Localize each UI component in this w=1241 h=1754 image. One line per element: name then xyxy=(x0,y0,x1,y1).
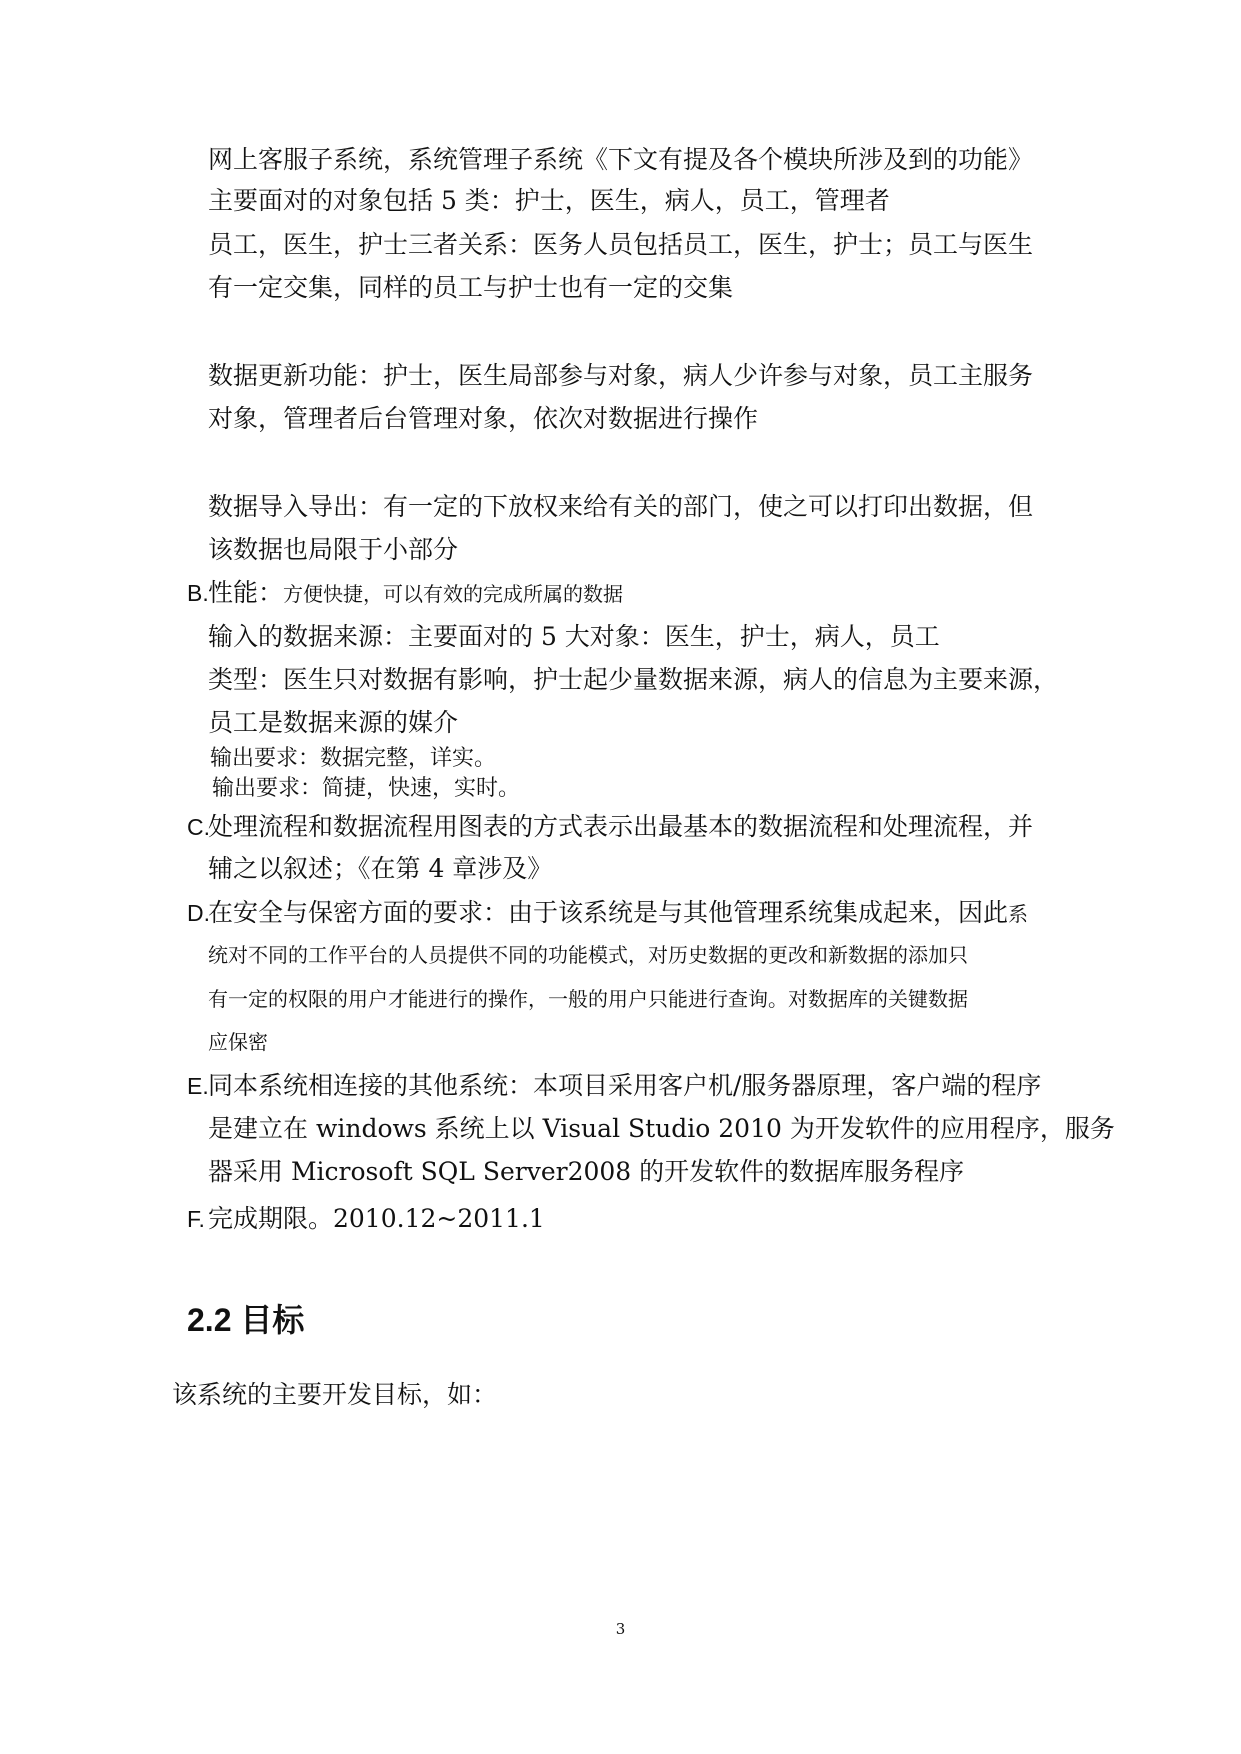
item-d-line-4: 应保密 xyxy=(208,1030,268,1054)
section-body: 该系统的主要开发目标，如： xyxy=(172,1380,498,1409)
item-e-line-2: 是建立在 windows 系统上以 Visual Studio 2010 为开发软件的应用程序，服务 xyxy=(208,1114,1115,1143)
item-b-marker: B. xyxy=(187,580,209,606)
data-update-line-2: 对象，管理者后台管理对象，依次对数据进行操作 xyxy=(208,404,759,433)
item-b-line-1 xyxy=(208,578,623,609)
intro-line-2: 主要面对的对象包括 5 类：护士，医生，病人，员工，管理者 xyxy=(208,186,890,215)
data-io-line-1: 数据导入导出：有一定的下放权来给有关的部门，使之可以打印出数据，但 xyxy=(208,492,1034,521)
item-e-line-3: 器采用 Microsoft SQL Server2008 的开发软件的数据库服务程序 xyxy=(208,1157,965,1186)
item-b-line-5: 输出要求：数据完整，详实。 xyxy=(210,746,497,771)
page-number: 3 xyxy=(615,1620,626,1638)
intro-line-1: 网上客服子系统，系统管理子系统《下文有提及各个模块所涉及到的功能》 xyxy=(208,145,1034,174)
intro-line-4: 有一定交集，同样的员工与护士也有一定的交集 xyxy=(208,273,734,302)
item-f-text: 完成期限。2010.12~2011.1 xyxy=(208,1204,545,1233)
item-c-line-1: 处理流程和数据流程用图表的方式表示出最基本的数据流程和处理流程，并 xyxy=(208,812,1034,841)
item-d-line-3: 有一定的权限的用户才能进行的操作，一般的用户只能进行查询。对数据库的关键数据 xyxy=(208,987,968,1011)
item-d-marker: D. xyxy=(187,900,210,926)
item-d-line-2: 统对不同的工作平台的人员提供不同的功能模式，对历史数据的更改和新数据的添加只 xyxy=(208,943,968,967)
item-d-line-1-tail: 系 xyxy=(1008,902,1029,926)
section-heading: 2.2 目标 xyxy=(187,1302,305,1338)
item-b-text: 方便快捷，可以有效的完成所属的数据 xyxy=(283,582,624,606)
item-c-line-2: 辅之以叙述；《在第 4 章涉及》 xyxy=(208,854,553,883)
data-io-line-2: 该数据也局限于小部分 xyxy=(208,535,459,564)
item-b-line-6: 输出要求：简捷，快速，实时。 xyxy=(212,776,521,801)
item-d-line-1 xyxy=(208,898,1028,929)
item-e-marker: E. xyxy=(187,1073,209,1099)
item-e-line-1: 同本系统相连接的其他系统：本项目采用客户机/服务器原理，客户端的程序 xyxy=(208,1071,1042,1100)
item-d-line-1-main: 在安全与保密方面的要求：由于该系统是与其他管理系统集成起来，因此 xyxy=(208,898,1009,927)
item-b-line-4: 员工是数据来源的媒介 xyxy=(208,708,459,737)
item-f-marker: F. xyxy=(187,1206,205,1232)
item-c-marker: C. xyxy=(187,814,210,840)
intro-line-3: 员工，医生，护士三者关系：医务人员包括员工，医生，护士；员工与医生 xyxy=(208,230,1034,259)
data-update-line-1: 数据更新功能：护士，医生局部参与对象，病人少许参与对象，员工主服务 xyxy=(208,361,1034,390)
item-b-line-3: 类型：医生只对数据有影响，护士起少量数据来源，病人的信息为主要来源， xyxy=(208,665,1059,694)
item-b-label: 性能： xyxy=(208,578,284,607)
item-b-line-2: 输入的数据来源：主要面对的 5 大对象：医生，护士，病人，员工 xyxy=(208,622,940,651)
